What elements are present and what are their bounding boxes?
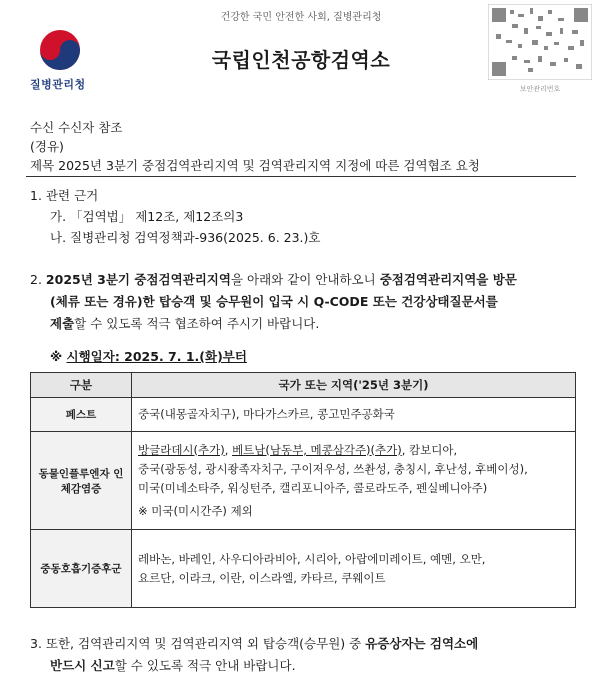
- section2-number: 2.: [30, 272, 42, 287]
- section2-text-a: 을 아래와 같이 안내하오니: [230, 272, 380, 287]
- table-cell-category: 중동호흡기증후군: [31, 530, 132, 608]
- section2-emphasis-period: 2025년 3분기 중점검역관리지역: [45, 272, 231, 287]
- table-row: [31, 432, 576, 530]
- qr-pattern-icon: [488, 4, 592, 80]
- region-added: 베트남(남동부, 메콩삼각주)(추가): [232, 442, 402, 457]
- effective-date: [50, 347, 247, 365]
- section2-emphasis-visit: 중점검역관리지역을 방문: [379, 272, 517, 287]
- section3-emphasis-report: 반드시 신고: [50, 658, 115, 673]
- table-header-region: 국가 또는 지역('25년 3분기): [132, 373, 576, 398]
- reference-mark: ※: [50, 349, 63, 364]
- section1-heading: 1. 관련 근거: [30, 188, 99, 203]
- header-slogan: 건강한 국민 안전한 사회, 질병관리청: [220, 12, 382, 23]
- section2-line1: [30, 270, 517, 288]
- qr-caption: 보안관리번호: [519, 85, 561, 93]
- via-line: (경유): [30, 139, 64, 154]
- section2-emphasis-submit: 제출: [50, 316, 75, 331]
- section2-text-b: 할 수 있도록 적극 협조하여 주시기 바랍니다.: [74, 316, 320, 331]
- table-row: [31, 530, 576, 608]
- section3-text-a: 3. 또한, 검역관리지역 및 검역관리지역 외 탑승객(승무원) 중: [30, 636, 366, 651]
- region-text: , 캄보디아,: [401, 442, 458, 457]
- region-separator: ,: [224, 442, 233, 457]
- table-cell-category: 페스트: [31, 398, 132, 432]
- section3-text-b: 할 수 있도록 적극 안내 바랍니다.: [114, 658, 296, 673]
- table-cell-region: 중국(내몽골자치구), 마다가스카르, 콩고민주공화국: [132, 398, 576, 432]
- table-cell-category: 동물인플루엔자 인체감염증: [31, 432, 132, 530]
- section1-item-b: 나. 질병관리청 검역정책과-936(2025. 6. 23.)호: [50, 230, 321, 245]
- section3-emphasis-symptomatic: 유증상자는 검역소에: [365, 636, 479, 651]
- region-added: 방글라데시(추가): [138, 442, 225, 457]
- subject-line: 제목 2025년 3분기 중점검역관리지역 및 검역관리지역 지정에 따른 검역협조 요청: [30, 158, 480, 173]
- table-cell-region: [132, 432, 576, 530]
- section3-line1: [30, 634, 478, 652]
- region-line: 미국(미네소타주, 워싱턴주, 캘리포니아주, 콜로라도주, 펜실베니아주): [138, 480, 488, 495]
- section2-line2: (체류 또는 경유)한 탑승객 및 승무원이 입국 시 Q-CODE 또는 건강상태질문서를: [50, 294, 498, 309]
- table-row: [31, 398, 576, 432]
- table-header-category: 구분: [31, 373, 132, 398]
- document-title: 국립인천공항검역소: [211, 48, 391, 72]
- section3-line2: [50, 656, 296, 674]
- region-line: 중국(광동성, 광시좡족자치구, 구이저우성, 쓰촨성, 충칭시, 후난성, 후베이성),: [138, 461, 528, 476]
- table-cell-region: [132, 530, 576, 608]
- table-header-row: [31, 373, 576, 398]
- effective-date-text: 시행일자: 2025. 7. 1.(화)부터: [66, 349, 247, 364]
- designated-regions-table: [30, 372, 576, 608]
- security-qr-code: [488, 4, 592, 92]
- region-note: ※ 미국(미시간주) 제외: [138, 503, 253, 518]
- region-line: [138, 441, 569, 460]
- section2-line3: [50, 314, 319, 332]
- region-line: 레바논, 바레인, 사우디아라비아, 시리아, 아랍에미레이트, 예멘, 오만,: [138, 551, 486, 566]
- region-line: 요르단, 이라크, 이란, 이스라엘, 카타르, 쿠웨이트: [138, 570, 386, 585]
- section1-item-a: 가. 「검역법」 제12조, 제12조의3: [50, 209, 244, 224]
- header-divider: [26, 176, 576, 177]
- agency-logo-text: 질병관리청: [30, 78, 86, 91]
- recipient-line: 수신 수신자 참조: [30, 120, 123, 135]
